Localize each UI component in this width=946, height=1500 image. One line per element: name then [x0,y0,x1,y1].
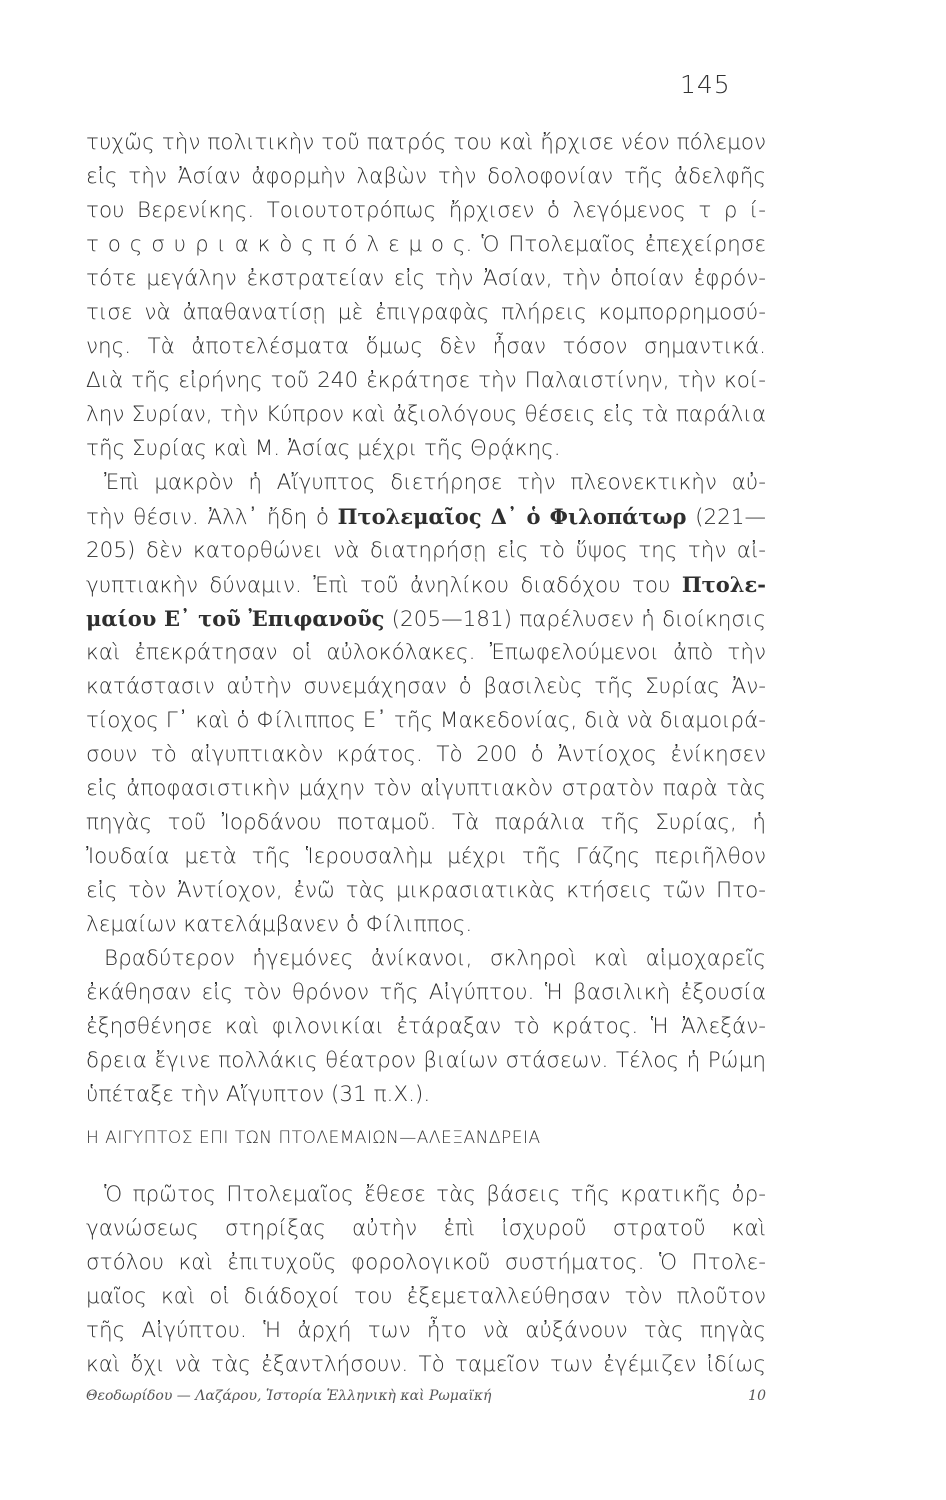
text-line: τυχῶς τὴν πολιτικὴν τοῦ πατρός του καὶ ἤρχισε νέον πόλεμον [86,130,766,155]
footer-book-title: Θεοδωρίδου — Λαζάρου, Ἱστορία Ἑλληνικὴ καὶ Ρωμαϊκή [86,1388,492,1404]
page-number: 145 [680,70,731,99]
text-line: του Βερενίκης. Τοιουτοτρόπως ἤρχισεν ὁ λεγόμενος τ ρ ί- [86,198,766,223]
paragraph-1 [86,126,766,466]
text-line: ἐκάθησαν εἰς τὸν θρόνον τῆς Αἰγύπτου. Ἡ βασιλικὴ ἐξουσία [86,980,766,1005]
text-line: νης. Τὰ ἀποτελέσματα ὅμως δὲν ἦσαν τόσον σημαντικά. [86,334,766,359]
text-line: Διὰ τῆς εἰρήνης τοῦ 240 ἐκράτησε τὴν Παλαιστίνην, τὴν κοί- [86,368,766,393]
text-line: σουν τὸ αἰγυπτιακὸν κράτος. Τὸ 200 ὁ Ἀντίοχος ἐνίκησεν [86,742,766,767]
text-span: (221— [686,505,766,530]
text-line: καὶ ἐπεκράτησαν οἱ αὐλοκόλακες. Ἐπωφελούμενοι ἀπὸ τὴν [86,640,766,665]
text-line [86,602,766,636]
text-line: Ἰουδαία μετὰ τῆς Ἱερουσαλὴμ μέχρι τῆς Γάζης περιῆλθον [86,844,766,869]
text-line: εἰς τὴν Ἀσίαν ἀφορμὴν λαβὼν τὴν δολοφονίαν τῆς ἀδελφῆς [86,164,766,189]
text-line: στόλου καὶ ἐπιτυχοῦς φορολογικοῦ συστήματος. Ὁ Πτολε- [86,1250,766,1275]
text-line [86,568,766,602]
section-heading: Η ΑΙΓΥΠΤΟΣ ΕΠΙ ΤΩΝ ΠΤΟΛΕΜΑΙΩΝ—ΑΛΕΞΑΝΔΡΕΙΑ [86,1128,541,1148]
text-line: εἰς τὸν Ἀντίοχον, ἐνῶ τὰς μικρασιατικὰς κτήσεις τῶν Πτο- [86,878,766,903]
text-line: τῆς Αἰγύπτου. Ἡ ἀρχή των ἦτο νὰ αὐξάνουν τὰς πηγὰς [86,1318,766,1343]
text-line: ὑπέταξε τὴν Αἴγυπτον (31 π.Χ.). [86,1082,431,1107]
text-line [86,500,766,534]
text-line: τίοχος Γ᾽ καὶ ὁ Φίλιππος Ε᾽ τῆς Μακεδονίας, διὰ νὰ διαμοιρά- [86,708,767,733]
text-span: γυπτιακὴν δύναμιν. Ἐπὶ τοῦ ἀνηλίκου διαδόχου του [86,573,682,598]
paragraph-4 [86,1178,766,1382]
text-line: καὶ ὄχι νὰ τὰς ἐξαντλήσουν. Τὸ ταμεῖον των ἐγέμιζεν ἰδίως [86,1352,766,1377]
text-span: τὴν θέσιν. Ἀλλ᾽ ἤδη ὁ [86,505,338,530]
paragraph-2 [86,466,766,942]
text-span: (205—181) παρέλυσεν ἡ διοίκησις [384,607,767,632]
text-line: τισε νὰ ἀπαθανατίσῃ μὲ ἐπιγραφὰς πλήρεις κομπορρημοσύ- [86,300,766,325]
text-line: πηγὰς τοῦ Ἰορδάνου ποταμοῦ. Τὰ παράλια τῆς Συρίας, ἡ [86,810,766,835]
text-line: Ὁ πρῶτος Πτολεμαῖος ἔθεσε τὰς βάσεις τῆς κρατικῆς ὀρ- [104,1182,766,1207]
text-line: γανώσεως στηρίξας αὐτὴν ἐπὶ ἰσχυροῦ στρατοῦ καὶ [86,1216,766,1241]
footer-signature-number: 10 [748,1388,766,1404]
text-line: εἰς ἀποφασιστικὴν μάχην τὸν αἰγυπτιακὸν στρατὸν παρὰ τὰς [86,776,766,801]
ruler-name-ptolemy-iv: Πτολεμαῖος Δ᾽ ὁ Φιλοπάτωρ [337,504,687,529]
ruler-name-ptolemy-v: Πτολε- [681,572,766,597]
text-line: μαῖος καὶ οἱ διάδοχοί του ἐξεμεταλλεύθησαν τὸν πλοῦτον [86,1284,766,1309]
text-line: τότε μεγάλην ἐκστρατείαν εἰς τὴν Ἀσίαν, τὴν ὁποίαν ἐφρόν- [86,266,766,291]
text-line: τῆς Συρίας καὶ Μ. Ἀσίας μέχρι τῆς Θρᾴκης. [86,436,561,461]
text-line: 205) δὲν κατορθώνει νὰ διατηρήσῃ εἰς τὸ ὕψος της τὴν αἰ- [86,538,766,563]
page-footer [86,1388,766,1404]
text-line: Ἐπὶ μακρὸν ἡ Αἴγυπτος διετήρησε τὴν πλεονεκτικὴν αὐ- [104,470,766,495]
text-line: τ ο ς σ υ ρ ι α κ ὸ ς π ό λ ε μ ο ς. Ὁ Πτολεμαῖος ἐπεχείρησε [86,232,766,257]
text-line: δρεια ἔγινε πολλάκις θέατρον βιαίων στάσεων. Τέλος ἡ Ρώμη [86,1048,766,1073]
ruler-name-ptolemy-v: μαίου Ε᾽ τοῦ Ἐπιφανοῦς [86,606,385,631]
text-line: κατάστασιν αὐτὴν συνεμάχησαν ὁ βασιλεὺς τῆς Συρίας Ἀν- [86,674,766,699]
text-line: λεμαίων κατελάμβανεν ὁ Φίλιππος. [86,912,473,937]
text-line: λην Συρίαν, τὴν Κύπρον καὶ ἀξιολόγους θέσεις εἰς τὰ παράλια [86,402,766,427]
paragraph-3 [86,942,766,1112]
text-line: Βραδύτερον ἡγεμόνες ἀνίκανοι, σκληροὶ καὶ αἱμοχαρεῖς [104,946,766,971]
text-line: ἐξησθένησε καὶ φιλονικίαι ἐτάραξαν τὸ κράτος. Ἡ Ἀλεξάν- [86,1014,766,1039]
